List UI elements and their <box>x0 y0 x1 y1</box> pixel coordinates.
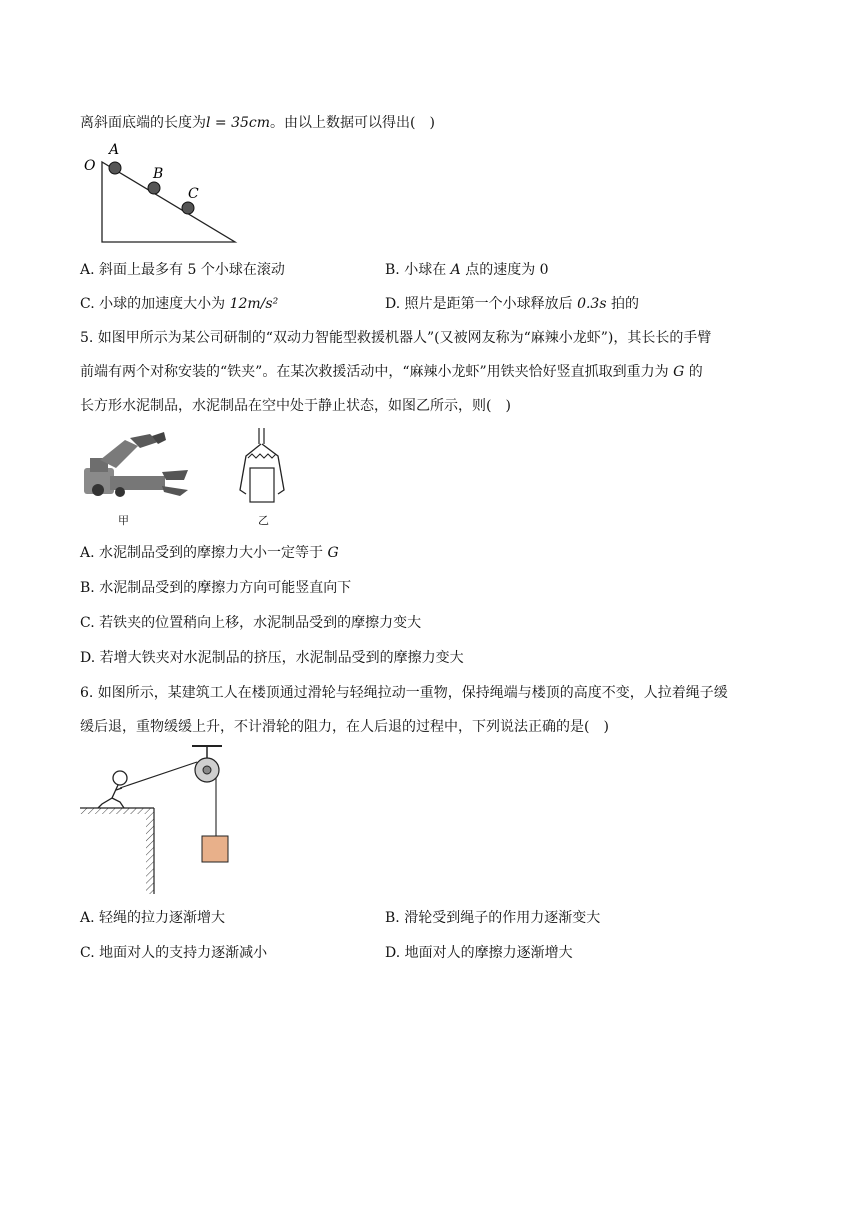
caption-jia: 甲 <box>118 514 129 527</box>
q6-option-a[interactable]: A. 轻绳的拉力逐渐增大 <box>80 910 226 926</box>
label-a: A <box>109 142 120 158</box>
q6-stem-line1: 6. 如图所示，某建筑工人在楼顶通过滑轮与轻绳拉动一重物，保持绳端与楼顶的高度不变，人拉着绳子缓 <box>80 685 728 701</box>
q5-stem-line2: 前端有两个对称安装的“铁夹”。在某次救援活动中，“麻辣小龙虾”用铁夹恰好竖直抓取到重力为 G 的 <box>80 364 703 380</box>
pulley-figure <box>80 744 260 894</box>
q4-option-b[interactable]: B. 小球在 A 点的速度为 0 <box>385 262 549 278</box>
robot-photo <box>80 428 200 508</box>
q6-option-d[interactable]: D. 地面对人的摩擦力逐渐增大 <box>385 945 573 961</box>
q5-option-c[interactable]: C. 若铁夹的位置稍向上移，水泥制品受到的摩擦力变大 <box>80 615 422 631</box>
q5-option-d[interactable]: D. 若增大铁夹对水泥制品的挤压，水泥制品受到的摩擦力变大 <box>80 650 464 666</box>
label-c: C <box>188 186 199 202</box>
incline-figure <box>80 140 250 250</box>
q4-intro: 离斜面底端的长度为l = 35cm。由以上数据可以得出( ) <box>80 115 435 131</box>
q5-stem-line1: 5. 如图甲所示为某公司研制的“双动力智能型救援机器人”(又被网友称为“麻辣小龙虾”)，其长长的手臂 <box>80 330 712 346</box>
q6-stem-line2: 缓后退，重物缓缓上升，不计滑轮的阻力，在人后退的过程中，下列说法正确的是( ) <box>80 719 609 735</box>
q5-stem-line3: 长方形水泥制品，水泥制品在空中处于静止状态，如图乙所示，则( ) <box>80 398 511 414</box>
q5-option-b[interactable]: B. 水泥制品受到的摩擦力方向可能竖直向下 <box>80 580 352 596</box>
caption-yi: 乙 <box>258 514 269 527</box>
q6-option-c[interactable]: C. 地面对人的支持力逐渐减小 <box>80 945 268 961</box>
q5-option-a[interactable]: A. 水泥制品受到的摩擦力大小一定等于 G <box>80 545 339 561</box>
clamp-figure <box>228 428 298 518</box>
label-o: O <box>84 158 96 174</box>
q6-option-b[interactable]: B. 滑轮受到绳子的作用力逐渐变大 <box>385 910 601 926</box>
q4-option-c[interactable]: C. 小球的加速度大小为 12m/s² <box>80 296 279 312</box>
q4-option-d[interactable]: D. 照片是距第一个小球释放后 0.3s 拍的 <box>385 296 639 312</box>
q4-option-a[interactable]: A. 斜面上最多有 5 个小球在滚动 <box>80 262 285 278</box>
label-b: B <box>153 166 164 182</box>
